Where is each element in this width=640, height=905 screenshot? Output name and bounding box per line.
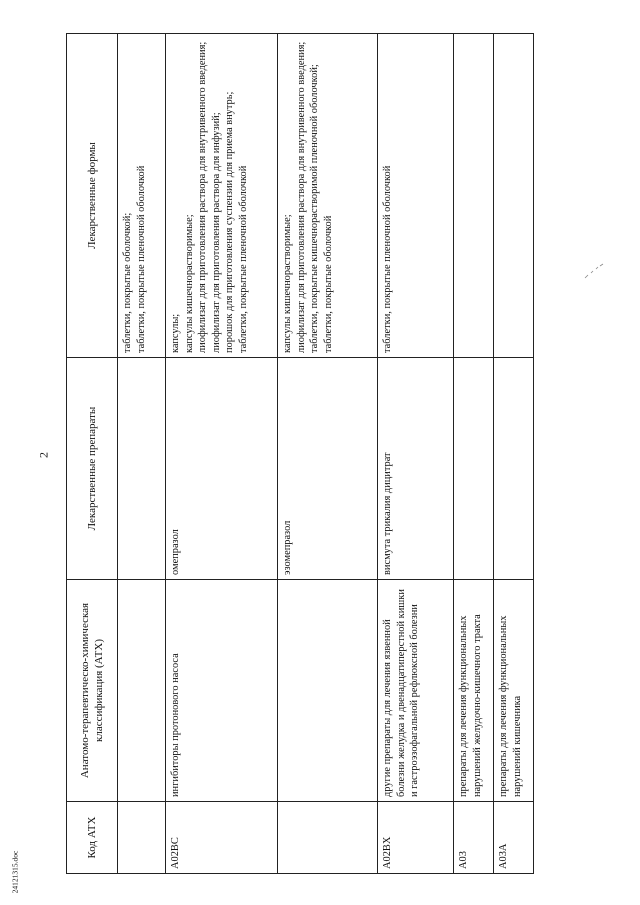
table-header-row — [67, 34, 118, 874]
cell-forms — [118, 34, 166, 358]
atx-table — [66, 33, 534, 874]
form-item: капсулы; — [170, 313, 181, 353]
table-row — [118, 34, 166, 874]
table-row — [278, 34, 378, 874]
form-item: таблетки, покрытые пленочной оболочкой — [135, 165, 147, 353]
cell-forms — [166, 34, 278, 358]
cell-forms — [494, 34, 534, 358]
cell-forms — [278, 34, 378, 358]
cell-drug: эзомепразол — [278, 358, 378, 580]
cell-drug: висмута трикалия дицитрат — [378, 358, 454, 580]
cell-drug: омепразол — [166, 358, 278, 580]
form-item: лиофилизат для приготовления раствора для внутривенного введения; — [197, 41, 209, 353]
form-item: таблетки, покрытые оболочкой; — [122, 212, 133, 353]
cell-classification — [278, 580, 378, 802]
header-classification: Анатомо-терапевтическо-химическая классификация (АТХ) — [67, 580, 118, 802]
table-row — [378, 34, 454, 874]
cell-code — [278, 802, 378, 874]
form-item: лиофилизат для приготовления раствора для инфузий; — [210, 112, 222, 353]
header-code: Код АТХ — [67, 802, 118, 874]
form-item: капсулы кишечнорастворимые; — [282, 214, 293, 353]
table-row — [494, 34, 534, 874]
cell-classification: препараты для лечения функциональных нарушений желудочно-кишечного тракта — [454, 580, 494, 802]
cell-forms — [378, 34, 454, 358]
cell-code — [118, 802, 166, 874]
header-forms: Лекарственные формы — [67, 34, 118, 358]
cell-drug — [494, 358, 534, 580]
cell-code: A03A — [494, 802, 534, 874]
cell-classification: ингибиторы протонового насоса — [166, 580, 278, 802]
table-body — [118, 34, 534, 874]
form-item: таблетки, покрытые оболочкой — [322, 215, 334, 353]
form-item: таблетки, покрытые кишечнорастворимой пленочной оболочкой; — [309, 64, 321, 353]
document-file-code: 24121315.doc — [10, 850, 20, 894]
cell-drug — [118, 358, 166, 580]
cell-code: A02BC — [166, 802, 278, 874]
cell-classification: другие препараты для лечения язвенной болезни желудка и двенадцатиперстной кишки и гастроэзофагальной рефлюксной болезни — [378, 580, 454, 802]
pen-mark — [582, 262, 606, 282]
cell-forms — [454, 34, 494, 358]
cell-code: A03 — [454, 802, 494, 874]
table-row — [454, 34, 494, 874]
cell-code: A02BX — [378, 802, 454, 874]
cell-classification: препараты для лечения функциональных нарушений кишечника — [494, 580, 534, 802]
form-item: таблетки, покрытые пленочной оболочкой — [237, 165, 249, 353]
form-item: таблетки, покрытые пленочной оболочкой — [382, 165, 393, 353]
cell-drug — [454, 358, 494, 580]
form-item: лиофилизат для приготовления раствора для внутривенного введения; — [295, 41, 307, 353]
page-number: 2 — [36, 452, 51, 458]
header-drugs: Лекарственные препараты — [67, 358, 118, 580]
form-item: порошок для приготовления суспензии для приема внутрь; — [224, 91, 236, 353]
atx-table-rotated — [66, 34, 566, 874]
form-item: капсулы кишечнорастворимые; — [183, 214, 195, 353]
cell-classification — [118, 580, 166, 802]
table-row — [166, 34, 278, 874]
